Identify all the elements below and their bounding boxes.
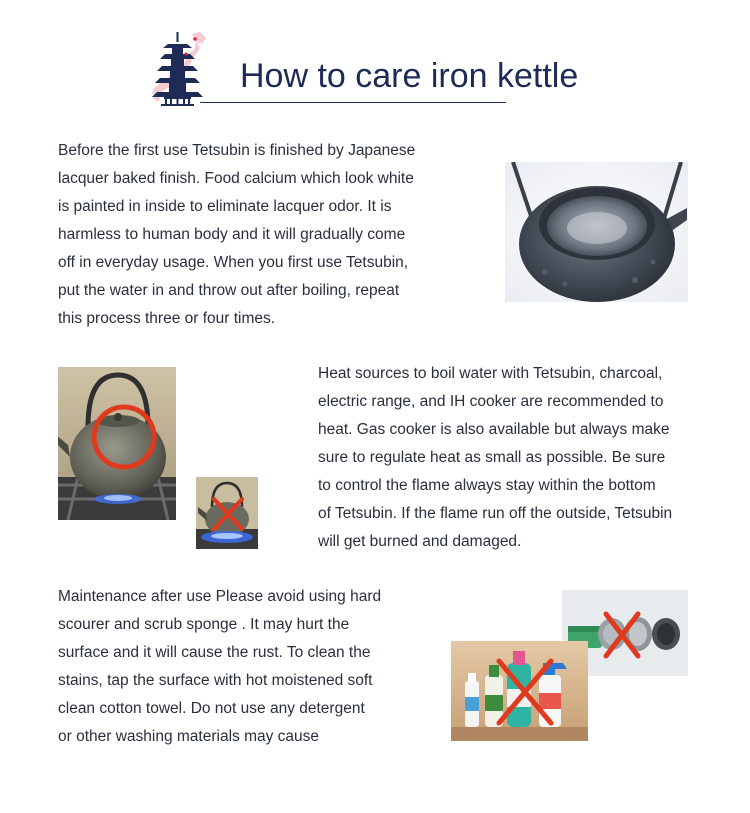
paragraph-line: harmless to human body and it will gradually come <box>58 226 406 243</box>
paragraph-line: surface and it will cause the rust. To clean the <box>58 644 371 661</box>
title-underline <box>200 102 506 103</box>
paragraph-line: Before the first use Tetsubin is finished by Japanese <box>58 142 416 159</box>
maintenance-paragraph <box>58 583 381 751</box>
paragraph-line: Maintenance after use Please avoid using hard <box>58 588 382 605</box>
paragraph-line: this process three or four times. <box>58 310 276 327</box>
paragraph-line: to control the flame always stay within the bottom <box>318 477 656 494</box>
paragraph-line: of Tetsubin. If the flame run off the outside, Tetsubin <box>318 505 673 522</box>
page-title: How to care iron kettle <box>240 57 579 95</box>
kettle-on-large-flame-photo <box>196 477 258 549</box>
paragraph-line: stains, tap the surface with hot moistened soft <box>58 672 373 689</box>
paragraph-line: scourer and scrub sponge . It may hurt the <box>58 616 350 633</box>
paragraph-line: off in everyday usage. When you first use Tetsubin, <box>58 254 409 271</box>
paragraph-line: lacquer baked finish. Food calcium which look white <box>58 170 414 187</box>
first-use-paragraph <box>58 137 415 333</box>
paragraph-line: electric range, and IH cooker are recommended to <box>318 393 664 410</box>
paragraph-line: Heat sources to boil water with Tetsubin, charcoal, <box>318 365 663 382</box>
paragraph-line: will get burned and damaged. <box>318 533 522 550</box>
paragraph-line: clean cotton towel. Do not use any detergent <box>58 700 365 717</box>
paragraph-line: is painted in inside to eliminate lacquer odor. It is <box>58 198 392 215</box>
paragraph-line: sure to regulate heat as small as possible. Be sure <box>318 449 666 466</box>
paragraph-line: put the water in and throw out after boiling, repeat <box>58 282 400 299</box>
paragraph-line: heat. Gas cooker is also available but always make <box>318 421 670 438</box>
heat-sources-paragraph <box>318 360 672 556</box>
pagoda-japan-map-icon <box>148 30 214 106</box>
detergent-bottles-photo <box>451 641 588 741</box>
kettle-on-small-flame-photo <box>58 367 176 520</box>
paragraph-line: or other washing materials may cause <box>58 728 320 745</box>
kettle-interior-photo <box>505 162 688 302</box>
